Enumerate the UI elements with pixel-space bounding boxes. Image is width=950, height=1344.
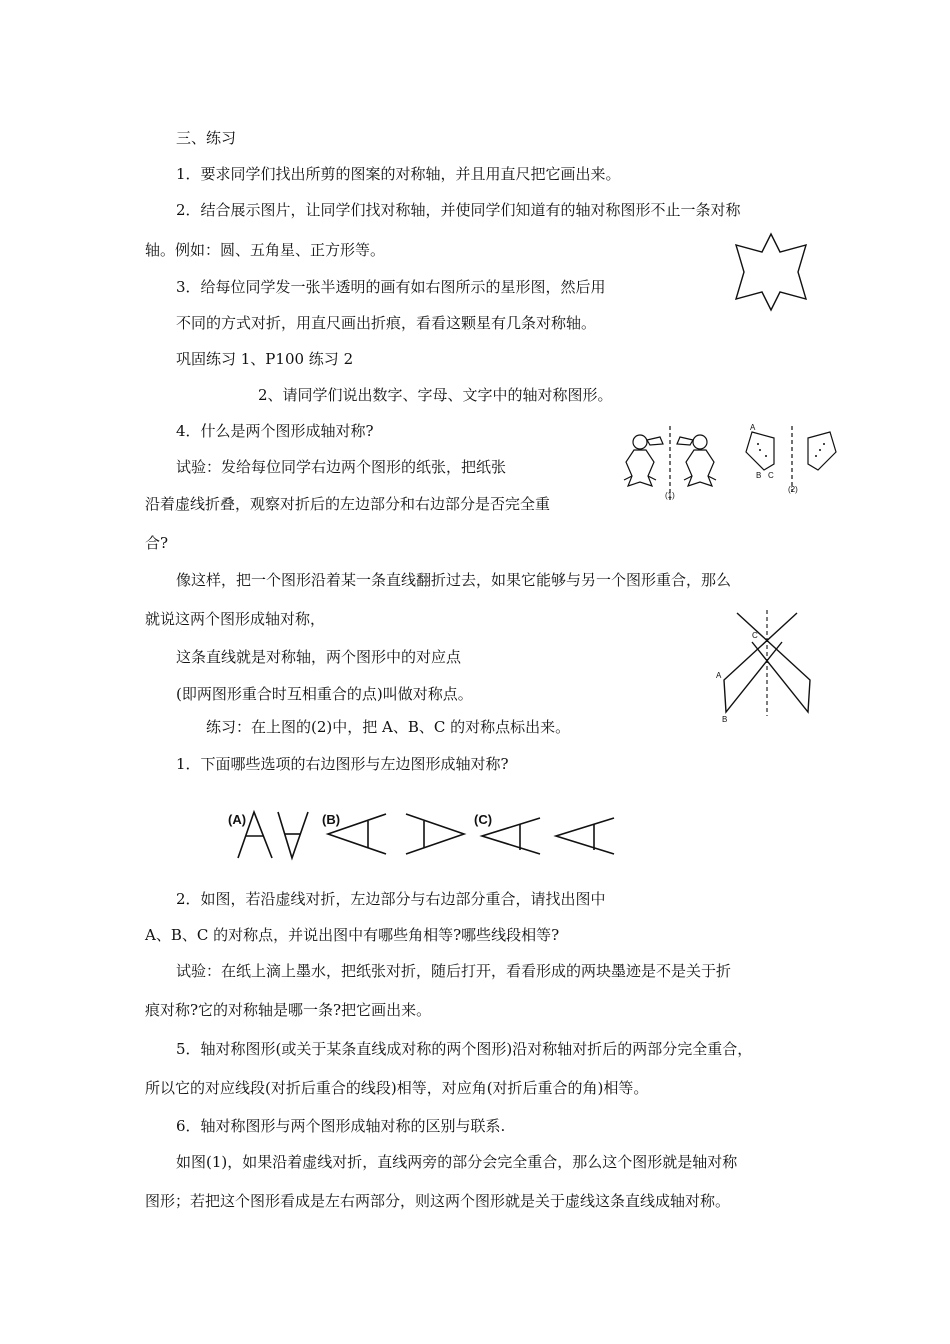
kite-point-c: C: [752, 631, 758, 640]
text-line: A、B、C 的对称点，并说出图中有哪些角相等?哪些线段相等?: [145, 926, 560, 944]
text-line: 4．什么是两个图形成轴对称?: [176, 422, 374, 440]
star-figure: [726, 232, 816, 312]
text-line: 2．结合展示图片，让同学们找对称轴，并使同学们知道有的轴对称图形不止一条对称: [176, 201, 741, 219]
options-figure: [228, 808, 628, 864]
text-line: 痕对称?它的对称轴是哪一条?把它画出来。: [145, 1001, 432, 1019]
text-line: 1．要求同学们找出所剪的图案的对称轴，并且用直尺把它画出来。: [176, 165, 621, 183]
text-line: 巩固练习 1、P100 练习 2: [176, 350, 354, 368]
pair-figure: [610, 420, 850, 510]
text-line: 练习：在上图的(2)中，把 A、B、C 的对称点标出来。: [206, 718, 571, 736]
text-line: 像这样，把一个图形沿着某一条直线翻折过去，如果它能够与另一个图形重合，那么: [176, 571, 732, 589]
figure-1-left: [624, 435, 663, 486]
text-line: 合?: [145, 534, 169, 552]
text-line: 这条直线就是对称轴，两个图形中的对应点: [176, 648, 462, 666]
text-line: 3．给每位同学发一张半透明的画有如右图所示的星形图，然后用: [176, 278, 606, 296]
section-heading: 三、练习: [176, 129, 237, 147]
text-line: 1．下面哪些选项的右边图形与左边图形成轴对称?: [176, 755, 509, 773]
figure-1-right: [677, 435, 716, 486]
figure-label-1: (1): [665, 491, 675, 500]
text-line: 2．如图，若沿虚线对折，左边部分与右边部分重合，请找出图中: [176, 890, 606, 908]
text-line: 就说这两个图形成轴对称，: [145, 610, 326, 628]
kite-point-a: A: [716, 671, 722, 680]
text-line: 图形；若把这个图形看成是左右两部分，则这两个图形就是关于虚线这条直线成轴对称。: [145, 1192, 731, 1210]
option-b-label: (B): [322, 812, 341, 827]
text-line: 如图(1)，如果沿着虚线对折，直线两旁的部分会完全重合，那么这个图形就是轴对称: [176, 1153, 738, 1171]
kite-figure: [712, 608, 822, 723]
kite-point-b: B: [722, 715, 728, 724]
text-line: 5．轴对称图形(或关于某条直线成对称的两个图形)沿对称轴对折后的两部分完全重合，: [176, 1040, 753, 1058]
figure-label-2: (2): [788, 485, 798, 494]
point-a-label: A: [750, 423, 756, 432]
option-a-label: (A): [228, 812, 247, 827]
text-line: (即两图形重合时互相重合的点)叫做对称点。: [176, 685, 473, 703]
text-line: 不同的方式对折，用直尺画出折痕，看看这颗星有几条对称轴。: [176, 314, 597, 332]
text-line: 试验：发给每位同学右边两个图形的纸张，把纸张: [176, 458, 507, 476]
text-line: 2、请同学们说出数字、字母、文字中的轴对称图形。: [258, 386, 613, 404]
text-line: 6．轴对称图形与两个图形成轴对称的区别与联系.: [176, 1117, 506, 1135]
text-line: 所以它的对应线段(对折后重合的线段)相等，对应角(对折后重合的角)相等。: [145, 1079, 649, 1097]
option-c-label: (C): [474, 812, 493, 827]
text-line: 沿着虚线折叠，观察对折后的左边部分和右边部分是否完全重: [145, 495, 551, 513]
point-c-label: C: [768, 471, 774, 480]
text-line: 试验：在纸上滴上墨水，把纸张对折，随后打开，看看形成的两块墨迹是不是关于折: [176, 962, 732, 980]
text-line: 轴。例如：圆、五角星、正方形等。: [145, 241, 386, 259]
figure-2-right-shape: [808, 432, 836, 470]
point-b-label: B: [756, 471, 762, 480]
